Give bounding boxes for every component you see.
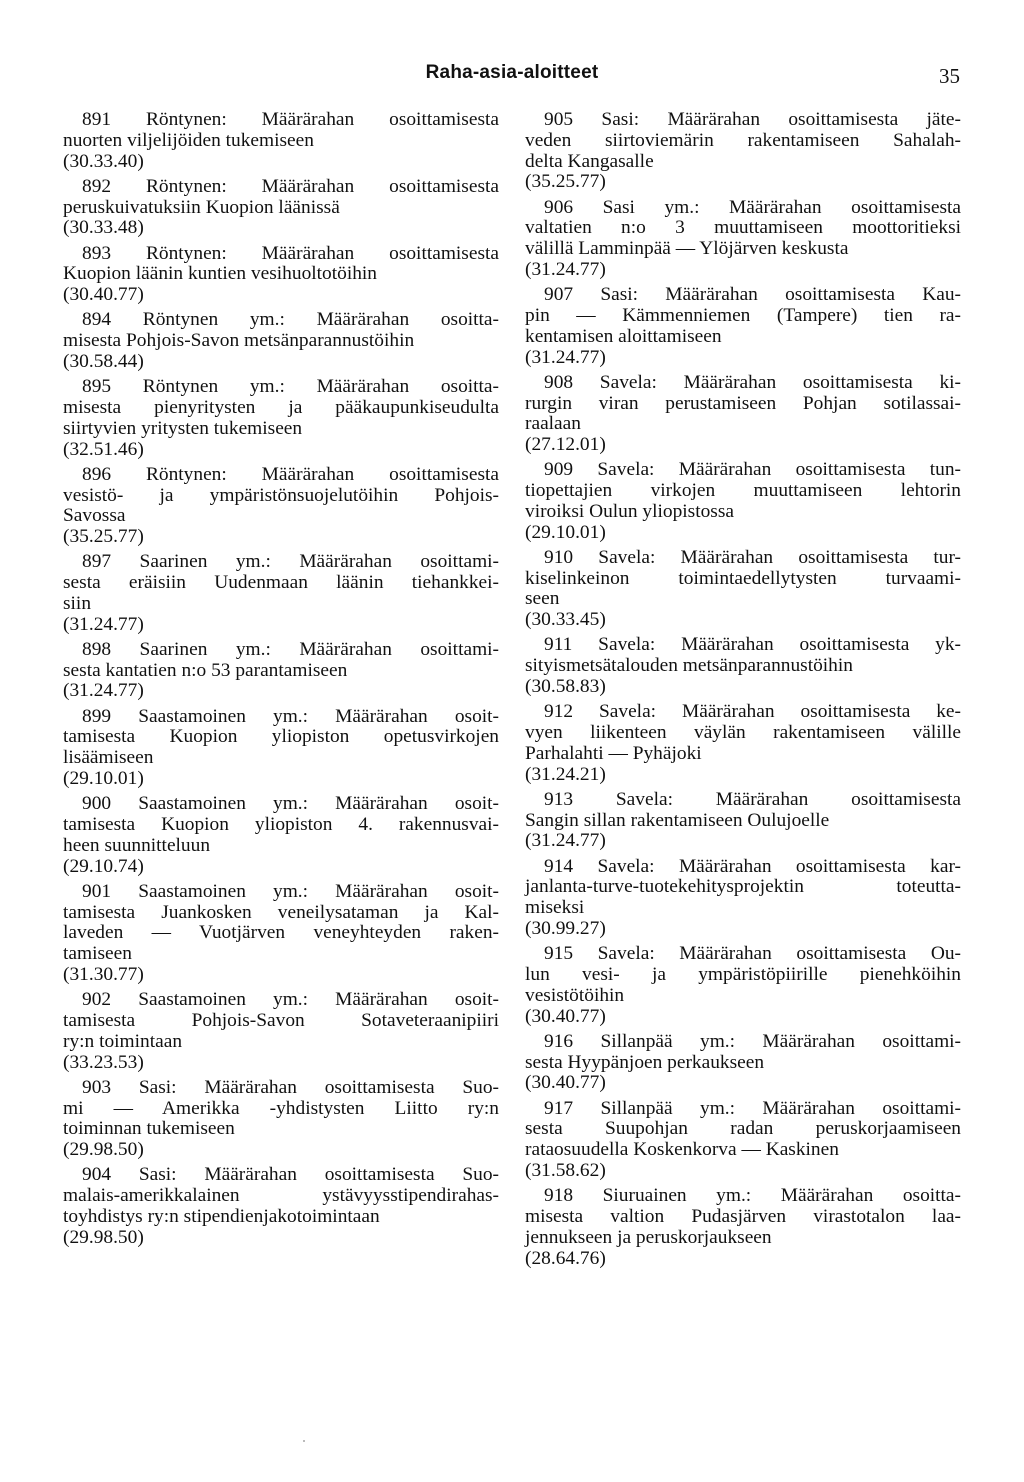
entry-text-line: sityismetsätalouden metsänparannustöihin — [525, 655, 853, 677]
list-item — [63, 377, 499, 460]
entry-text-line: siirtyvien yritysten tukemiseen — [63, 417, 303, 439]
entry-heading-line: 910 Savela: Määrärahan osoittamisesta tur- — [544, 546, 961, 568]
scan-speck — [303, 1440, 305, 1442]
budget-code: (30.58.44) — [63, 350, 144, 372]
entry-heading-line: 903 Sasi: Määrärahan osoittamisesta Suo- — [82, 1076, 499, 1098]
list-item — [63, 707, 499, 790]
entry-text-line: pin — Kämmenniemen (Tampere) tien ra- — [525, 304, 961, 326]
entry-heading-line: 898 Saarinen ym.: Määrärahan osoittami- — [82, 638, 499, 660]
entry-heading-line: 905 Sasi: Määrärahan osoittamisesta jäte- — [544, 109, 961, 130]
entry-text-line: raalaan — [525, 413, 581, 435]
right-column — [525, 110, 961, 1274]
budget-code: (31.24.77) — [525, 346, 606, 368]
entry-heading-line: 894 Röntynen ym.: Määrärahan osoitta- — [82, 309, 499, 331]
entry-heading-line: 918 Siuruainen ym.: Määrärahan osoitta- — [544, 1185, 961, 1207]
list-item — [525, 857, 961, 940]
list-item — [63, 465, 499, 548]
entry-heading-line: 902 Saastamoinen ym.: Määrärahan osoit- — [82, 989, 499, 1011]
list-item — [63, 310, 499, 372]
page-title: Raha-asia-aloitteet — [425, 62, 599, 83]
entry-heading-line: 900 Saastamoinen ym.: Määrärahan osoit- — [82, 793, 499, 815]
budget-code: (30.40.77) — [525, 1005, 606, 1027]
entry-text-line: peruskuivatuksiin Kuopion läänissä — [63, 196, 340, 218]
budget-code: (29.98.50) — [63, 1226, 144, 1248]
entry-text-line: vesistö- ja ympäristönsuojelutöihin Pohjois- — [63, 484, 499, 506]
entry-text-line: tamisesta Pohjois-Savon Sotaveteraanipiiri — [63, 1009, 499, 1031]
budget-code: (30.33.40) — [63, 150, 144, 172]
budget-code: (27.12.01) — [525, 434, 606, 456]
entry-heading-line: 896 Röntynen: Määrärahan osoittamisesta — [82, 463, 499, 485]
budget-code: (31.58.62) — [525, 1159, 606, 1181]
entry-heading-line: 914 Savela: Määrärahan osoittamisesta kar- — [544, 855, 961, 877]
entry-heading-line: 909 Savela: Määrärahan osoittamisesta tun- — [544, 459, 961, 481]
entry-heading-line: 906 Sasi ym.: Määrärahan osoittamisesta — [544, 196, 961, 218]
entry-text-line: toyhdistys ry:n stipendienjakotoimintaan — [63, 1205, 380, 1227]
budget-code: (32.51.46) — [63, 438, 144, 460]
list-item — [525, 548, 961, 631]
list-item — [525, 790, 961, 852]
list-item — [63, 177, 499, 239]
entry-text-line: vyen liikenteen väylän rakentamiseen välille — [525, 722, 961, 744]
entry-text-line: seen — [525, 588, 560, 610]
entry-text-line: misesta pienyritysten ja pääkaupunkiseudulta — [63, 396, 499, 418]
entry-text-line: miseksi — [525, 897, 585, 919]
entry-text-line: Sangin sillan rakentamiseen Oulujoelle — [525, 809, 830, 831]
entry-text-line: tamisesta Juankosken veneilysataman ja Kal- — [63, 901, 499, 923]
list-item — [525, 1032, 961, 1094]
budget-code: (31.24.77) — [525, 258, 606, 280]
list-item — [525, 110, 961, 193]
budget-code: (31.24.77) — [63, 680, 144, 702]
entry-heading-line: 911 Savela: Määrärahan osoittamisesta yk- — [544, 634, 961, 656]
entry-text-line: misesta Pohjois-Savon metsänparannustöihin — [63, 330, 415, 352]
list-item — [63, 552, 499, 635]
entry-heading-line: 895 Röntynen ym.: Määrärahan osoitta- — [82, 376, 499, 398]
budget-code: (35.25.77) — [525, 171, 606, 193]
entry-text-line: vesistötöihin — [525, 984, 625, 1006]
entry-text-line: Kuopion läänin kuntien vesihuoltotöihin — [63, 263, 377, 285]
budget-code: (30.33.45) — [525, 609, 606, 631]
list-item — [63, 110, 499, 172]
budget-code: (33.23.53) — [63, 1051, 144, 1073]
budget-code: (31.30.77) — [63, 963, 144, 985]
budget-code: (29.10.74) — [63, 855, 144, 877]
entry-text-line: janlanta-turve-tuotekehitysprojektin toteutta- — [525, 876, 961, 898]
entry-heading-line: 917 Sillanpää ym.: Määrärahan osoittami- — [544, 1097, 961, 1119]
entry-heading-line: 901 Saastamoinen ym.: Määrärahan osoit- — [82, 880, 499, 902]
budget-code: (30.58.83) — [525, 676, 606, 698]
entry-heading-line: 897 Saarinen ym.: Määrärahan osoittami- — [82, 551, 499, 573]
entry-text-line: sesta Hyypänjoen perkaukseen — [525, 1051, 765, 1073]
entry-text-line: kiselinkeinon toimintaedellytysten turvaami- — [525, 567, 961, 589]
entry-text-line: rataosuudella Koskenkorva — Kaskinen — [525, 1139, 839, 1161]
list-item — [525, 1186, 961, 1269]
budget-code: (31.24.77) — [525, 830, 606, 852]
budget-code: (30.40.77) — [525, 1072, 606, 1094]
entry-text-line: sesta eräisiin Uudenmaan läänin tiehankkei- — [63, 572, 499, 594]
list-item — [525, 944, 961, 1027]
entry-heading-line: 899 Saastamoinen ym.: Määrärahan osoit- — [82, 705, 499, 727]
budget-code: (30.99.27) — [525, 918, 606, 939]
entry-text-line: tamisesta Kuopion yliopiston 4. rakennusvai- — [63, 814, 499, 836]
list-item — [525, 460, 961, 543]
list-item — [63, 640, 499, 702]
entry-text-line: toiminnan tukemiseen — [63, 1118, 235, 1140]
entry-text-line: tiopettajien virkojen muuttamiseen lehtorin — [525, 480, 961, 502]
entry-heading-line: 904 Sasi: Määrärahan osoittamisesta Suo- — [82, 1164, 499, 1186]
entry-heading-line: 913 Savela: Määrärahan osoittamisesta — [544, 788, 961, 810]
entry-text-line: lisäämiseen — [63, 747, 154, 769]
list-item — [525, 373, 961, 456]
entry-heading-line: 916 Sillanpää ym.: Määrärahan osoittami- — [544, 1030, 961, 1052]
entry-text-line: malais-amerikkalainen ystävyysstipendirahas- — [63, 1185, 499, 1207]
entry-text-line: sesta Suupohjan radan peruskorjaamiseen — [525, 1118, 961, 1140]
entry-text-line: sesta kantatien n:o 53 parantamiseen — [63, 659, 348, 681]
budget-code: (29.10.01) — [525, 521, 606, 543]
entry-text-line: viroiksi Oulun yliopistossa — [525, 500, 734, 522]
entry-text-line: jennukseen ja peruskorjaukseen — [525, 1226, 772, 1248]
list-item — [63, 990, 499, 1073]
entry-text-line: rurgin viran perustamiseen Pohjan sotilassai- — [525, 392, 961, 414]
budget-code: (29.10.01) — [63, 768, 144, 790]
budget-code: (30.40.77) — [63, 284, 144, 306]
entry-text-line: kentamisen aloittamiseen — [525, 325, 722, 347]
entry-heading-line: 891 Röntynen: Määrärahan osoittamisesta — [82, 109, 499, 130]
list-item — [63, 244, 499, 306]
budget-code: (28.64.76) — [525, 1247, 606, 1269]
entry-text-line: tamisesta Kuopion yliopiston opetusvirkojen — [63, 726, 499, 748]
entry-text-line: Parhalahti — Pyhäjoki — [525, 742, 702, 764]
entry-heading-line: 907 Sasi: Määrärahan osoittamisesta Kau- — [544, 284, 961, 306]
page-number: 35 — [939, 64, 960, 88]
list-item — [525, 702, 961, 785]
list-item — [525, 1099, 961, 1182]
list-item — [63, 1078, 499, 1161]
budget-code: (31.24.77) — [63, 613, 144, 635]
entry-text-line: tamiseen — [63, 943, 132, 965]
entry-heading-line: 915 Savela: Määrärahan osoittamisesta Ou- — [544, 943, 961, 965]
entry-text-line: lun vesi- ja ympäristöpiirille pienehköihin — [525, 963, 961, 985]
entry-text-line: mi — Amerikka -yhdistysten Liitto ry:n — [63, 1097, 499, 1119]
entry-text-line: delta Kangasalle — [525, 150, 654, 172]
entry-text-line: heen suunnitteluun — [63, 834, 211, 856]
entry-text-line: misesta valtion Pudasjärven virastotalon laa- — [525, 1205, 961, 1227]
list-item — [525, 635, 961, 697]
budget-code: (29.98.50) — [63, 1139, 144, 1161]
list-item — [63, 794, 499, 877]
entry-text-line: Savossa — [63, 505, 126, 527]
entry-text-line: valtatien n:o 3 muuttamiseen moottoritieksi — [525, 217, 961, 239]
list-item — [63, 1165, 499, 1248]
left-column — [63, 110, 499, 1253]
entry-text-line: ry:n toimintaan — [63, 1030, 183, 1052]
entry-heading-line: 893 Röntynen: Määrärahan osoittamisesta — [82, 242, 499, 264]
budget-code: (31.24.21) — [525, 763, 606, 785]
entry-text-line: siin — [63, 592, 92, 614]
entry-heading-line: 892 Röntynen: Määrärahan osoittamisesta — [82, 175, 499, 197]
list-item — [63, 882, 499, 986]
entry-text-line: välillä Lamminpää — Ylöjärven keskusta — [525, 238, 849, 260]
entry-text-line: veden siirtoviemärin rakentamiseen Sahalah- — [525, 129, 961, 151]
budget-code: (35.25.77) — [63, 526, 144, 548]
list-item — [525, 285, 961, 368]
entry-text-line: laveden — Vuotjärven veneyhteyden raken- — [63, 922, 499, 944]
entry-heading-line: 912 Savela: Määrärahan osoittamisesta ke- — [544, 701, 961, 723]
entry-text-line: nuorten viljelijöiden tukemiseen — [63, 129, 314, 151]
budget-code: (30.33.48) — [63, 217, 144, 239]
list-item — [525, 198, 961, 281]
entry-heading-line: 908 Savela: Määrärahan osoittamisesta ki- — [544, 371, 961, 393]
